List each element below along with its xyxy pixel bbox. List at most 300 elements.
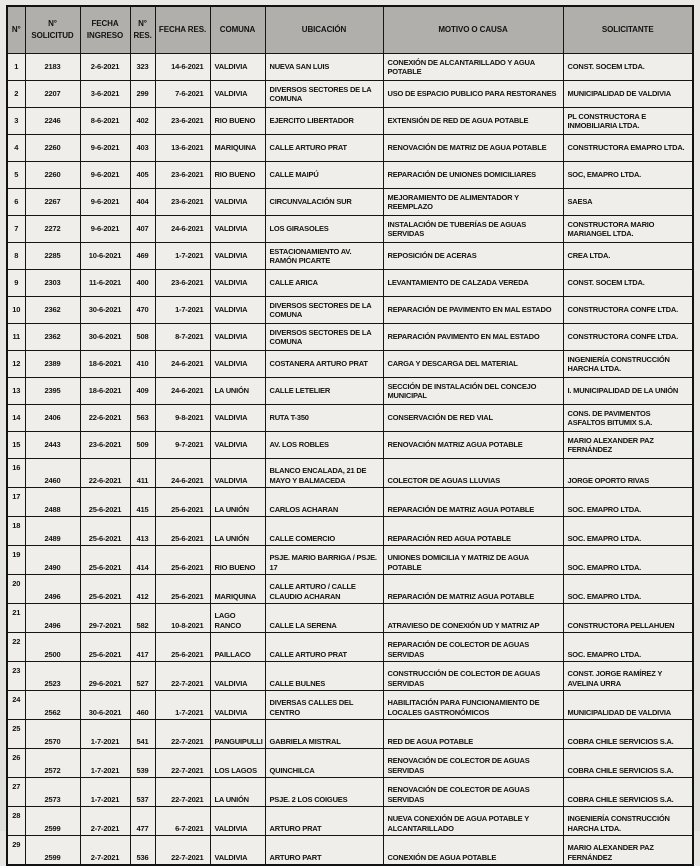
- cell-motivo: UNIONES DOMICILIA Y MATRIZ DE AGUA POTABLE: [383, 546, 563, 575]
- cell-ubicacion: CALLE ARTURO PRAT: [265, 633, 383, 662]
- cell-ubicacion: CALLE ARTURO / CALLE CLAUDIO ACHARAN: [265, 575, 383, 604]
- permits-table: [6, 5, 694, 866]
- cell-comuna: VALDIVIA: [210, 54, 265, 81]
- cell-ubicacion: CALLE ARICA: [265, 270, 383, 297]
- column-header-fecha_res: FECHA RES.: [155, 6, 210, 54]
- cell-num_res: 415: [130, 488, 155, 517]
- table-row: [7, 807, 693, 836]
- cell-motivo: RENOVACIÓN DE COLECTOR DE AGUAS SERVIDAS: [383, 778, 563, 807]
- cell-solicitud: 2285: [25, 243, 80, 270]
- cell-solicitud: 2573: [25, 778, 80, 807]
- cell-solicitante: SOC. EMAPRO LTDA.: [563, 517, 693, 546]
- cell-num_res: 410: [130, 351, 155, 378]
- cell-motivo: CONSERVACIÓN DE RED VIAL: [383, 405, 563, 432]
- cell-solicitante: I. MUNICIPALIDAD DE LA UNIÓN: [563, 378, 693, 405]
- cell-num: 18: [7, 517, 25, 546]
- cell-motivo: REPARACIÓN DE COLECTOR DE AGUAS SERVIDAS: [383, 633, 563, 662]
- cell-comuna: PAILLACO: [210, 633, 265, 662]
- table-row: [7, 405, 693, 432]
- cell-num_res: 536: [130, 836, 155, 866]
- cell-fecha_ingreso: 25-6-2021: [80, 575, 130, 604]
- cell-ubicacion: PSJE. MARIO BARRIGA / PSJE. 17: [265, 546, 383, 575]
- cell-ubicacion: CALLE LA SERENA: [265, 604, 383, 633]
- cell-num_res: 403: [130, 135, 155, 162]
- cell-comuna: VALDIVIA: [210, 432, 265, 459]
- cell-num: 10: [7, 297, 25, 324]
- cell-fecha_res: 7-6-2021: [155, 81, 210, 108]
- cell-fecha_ingreso: 30-6-2021: [80, 691, 130, 720]
- cell-motivo: CARGA Y DESCARGA DEL MATERIAL: [383, 351, 563, 378]
- table-row: [7, 432, 693, 459]
- cell-num: 5: [7, 162, 25, 189]
- table-row: [7, 517, 693, 546]
- cell-solicitud: 2260: [25, 162, 80, 189]
- cell-solicitud: 2303: [25, 270, 80, 297]
- table-row: [7, 54, 693, 81]
- cell-num: 15: [7, 432, 25, 459]
- cell-fecha_res: 25-6-2021: [155, 546, 210, 575]
- cell-num_res: 527: [130, 662, 155, 691]
- table-row: [7, 216, 693, 243]
- cell-comuna: VALDIVIA: [210, 81, 265, 108]
- cell-motivo: NUEVA CONEXIÓN DE AGUA POTABLE Y ALCANTARILLADO: [383, 807, 563, 836]
- cell-fecha_ingreso: 10-6-2021: [80, 243, 130, 270]
- cell-solicitud: 2183: [25, 54, 80, 81]
- cell-num: 26: [7, 749, 25, 778]
- cell-solicitud: 2490: [25, 546, 80, 575]
- cell-solicitante: MARIO ALEXANDER PAZ FERNÁNDEZ: [563, 836, 693, 866]
- cell-comuna: MARIQUINA: [210, 135, 265, 162]
- cell-motivo: CONEXIÓN DE AGUA POTABLE: [383, 836, 563, 866]
- cell-fecha_res: 1-7-2021: [155, 297, 210, 324]
- cell-num_res: 413: [130, 517, 155, 546]
- cell-comuna: VALDIVIA: [210, 324, 265, 351]
- cell-solicitud: 2207: [25, 81, 80, 108]
- cell-solicitante: INGENIERÍA CONSTRUCCIÓN HARCHA LTDA.: [563, 351, 693, 378]
- column-header-motivo: MOTIVO O CAUSA: [383, 6, 563, 54]
- cell-num: 3: [7, 108, 25, 135]
- cell-ubicacion: NUEVA SAN LUIS: [265, 54, 383, 81]
- cell-fecha_res: 25-6-2021: [155, 488, 210, 517]
- cell-comuna: VALDIVIA: [210, 405, 265, 432]
- cell-ubicacion: ARTURO PRAT: [265, 807, 383, 836]
- cell-fecha_ingreso: 3-6-2021: [80, 81, 130, 108]
- cell-comuna: RIO BUENO: [210, 546, 265, 575]
- cell-fecha_res: 13-6-2021: [155, 135, 210, 162]
- cell-motivo: CONEXIÓN DE ALCANTARILLADO Y AGUA POTABLE: [383, 54, 563, 81]
- cell-num_res: 323: [130, 54, 155, 81]
- cell-fecha_ingreso: 1-7-2021: [80, 778, 130, 807]
- cell-ubicacion: BLANCO ENCALADA, 21 DE MAYO Y BALMACEDA: [265, 459, 383, 488]
- cell-num_res: 407: [130, 216, 155, 243]
- cell-solicitante: SOC. EMAPRO LTDA.: [563, 488, 693, 517]
- cell-fecha_res: 22-7-2021: [155, 662, 210, 691]
- cell-fecha_ingreso: 2-6-2021: [80, 54, 130, 81]
- cell-fecha_ingreso: 30-6-2021: [80, 324, 130, 351]
- cell-comuna: VALDIVIA: [210, 243, 265, 270]
- cell-num: 25: [7, 720, 25, 749]
- cell-fecha_ingreso: 9-6-2021: [80, 216, 130, 243]
- cell-ubicacion: CALLE BULNES: [265, 662, 383, 691]
- cell-fecha_ingreso: 2-7-2021: [80, 807, 130, 836]
- cell-ubicacion: PSJE. 2 LOS COIGUES: [265, 778, 383, 807]
- cell-fecha_res: 24-6-2021: [155, 378, 210, 405]
- cell-num: 9: [7, 270, 25, 297]
- cell-solicitud: 2389: [25, 351, 80, 378]
- cell-fecha_res: 1-7-2021: [155, 691, 210, 720]
- cell-ubicacion: RUTA T-350: [265, 405, 383, 432]
- cell-solicitante: CONSTRUCTORA PELLAHUEN: [563, 604, 693, 633]
- cell-ubicacion: DIVERSAS CALLES DEL CENTRO: [265, 691, 383, 720]
- cell-ubicacion: CALLE COMERCIO: [265, 517, 383, 546]
- cell-ubicacion: CALLE MAIPÚ: [265, 162, 383, 189]
- cell-solicitante: MUNICIPALIDAD DE VALDIVIA: [563, 81, 693, 108]
- cell-num: 20: [7, 575, 25, 604]
- cell-solicitante: CONSTRUCTORA EMAPRO LTDA.: [563, 135, 693, 162]
- cell-fecha_res: 8-7-2021: [155, 324, 210, 351]
- cell-num: 1: [7, 54, 25, 81]
- cell-ubicacion: CIRCUNVALACIÓN SUR: [265, 189, 383, 216]
- column-header-comuna: COMUNA: [210, 6, 265, 54]
- cell-ubicacion: CALLE ARTURO PRAT: [265, 135, 383, 162]
- cell-fecha_res: 22-7-2021: [155, 720, 210, 749]
- cell-fecha_res: 25-6-2021: [155, 517, 210, 546]
- table-header: [7, 6, 693, 54]
- cell-fecha_ingreso: 22-6-2021: [80, 459, 130, 488]
- cell-comuna: VALDIVIA: [210, 691, 265, 720]
- cell-motivo: RED DE AGUA POTABLE: [383, 720, 563, 749]
- cell-solicitud: 2496: [25, 575, 80, 604]
- cell-motivo: HABILITACIÓN PARA FUNCIONAMIENTO DE LOCALES GASTRONÓMICOS: [383, 691, 563, 720]
- cell-solicitud: 2489: [25, 517, 80, 546]
- table-row: [7, 488, 693, 517]
- cell-solicitud: 2362: [25, 297, 80, 324]
- cell-num_res: 537: [130, 778, 155, 807]
- cell-solicitante: CONST. JORGE RAMÍREZ Y AVELINA URRA: [563, 662, 693, 691]
- cell-motivo: REPOSICIÓN DE ACERAS: [383, 243, 563, 270]
- table-row: [7, 135, 693, 162]
- cell-num_res: 541: [130, 720, 155, 749]
- cell-motivo: REPARACIÓN DE MATRIZ AGUA POTABLE: [383, 575, 563, 604]
- cell-fecha_res: 23-6-2021: [155, 270, 210, 297]
- cell-num: 21: [7, 604, 25, 633]
- cell-solicitante: COBRA CHILE SERVICIOS S.A.: [563, 720, 693, 749]
- cell-num_res: 417: [130, 633, 155, 662]
- cell-motivo: LEVANTAMIENTO DE CALZADA VEREDA: [383, 270, 563, 297]
- table-row: [7, 778, 693, 807]
- cell-motivo: SECCIÓN DE INSTALACIÓN DEL CONCEJO MUNICIPAL: [383, 378, 563, 405]
- cell-solicitud: 2523: [25, 662, 80, 691]
- cell-fecha_res: 24-6-2021: [155, 459, 210, 488]
- cell-solicitante: CONSTRUCTORA CONFE LTDA.: [563, 324, 693, 351]
- cell-fecha_ingreso: 25-6-2021: [80, 488, 130, 517]
- cell-fecha_ingreso: 25-6-2021: [80, 517, 130, 546]
- cell-fecha_ingreso: 18-6-2021: [80, 378, 130, 405]
- table-row: [7, 604, 693, 633]
- cell-solicitud: 2496: [25, 604, 80, 633]
- cell-num_res: 582: [130, 604, 155, 633]
- cell-motivo: REPARACIÓN DE PAVIMENTO EN MAL ESTADO: [383, 297, 563, 324]
- cell-fecha_ingreso: 1-7-2021: [80, 749, 130, 778]
- cell-solicitud: 2362: [25, 324, 80, 351]
- column-header-fecha_ingreso: FECHA INGRESO: [80, 6, 130, 54]
- table-row: [7, 378, 693, 405]
- cell-solicitud: 2267: [25, 189, 80, 216]
- cell-motivo: USO DE ESPACIO PUBLICO PARA RESTORANES: [383, 81, 563, 108]
- cell-fecha_ingreso: 8-6-2021: [80, 108, 130, 135]
- cell-comuna: MARIQUINA: [210, 575, 265, 604]
- cell-ubicacion: CARLOS ACHARAN: [265, 488, 383, 517]
- cell-comuna: VALDIVIA: [210, 662, 265, 691]
- cell-solicitante: PL CONSTRUCTORA E INMOBILIARIA LTDA.: [563, 108, 693, 135]
- table-row: [7, 720, 693, 749]
- cell-comuna: LA UNIÓN: [210, 778, 265, 807]
- cell-num: 16: [7, 459, 25, 488]
- cell-num_res: 470: [130, 297, 155, 324]
- table-row: [7, 633, 693, 662]
- cell-fecha_ingreso: 25-6-2021: [80, 546, 130, 575]
- cell-motivo: MEJORAMIENTO DE ALIMENTADOR Y REEMPLAZO: [383, 189, 563, 216]
- cell-num: 6: [7, 189, 25, 216]
- cell-comuna: LA UNIÓN: [210, 378, 265, 405]
- cell-comuna: VALDIVIA: [210, 836, 265, 866]
- cell-ubicacion: DIVERSOS SECTORES DE LA COMUNA: [265, 297, 383, 324]
- column-header-num_res: N° RES.: [130, 6, 155, 54]
- cell-solicitud: 2572: [25, 749, 80, 778]
- cell-fecha_ingreso: 23-6-2021: [80, 432, 130, 459]
- cell-comuna: RIO BUENO: [210, 162, 265, 189]
- cell-comuna: VALDIVIA: [210, 216, 265, 243]
- cell-num_res: 400: [130, 270, 155, 297]
- cell-fecha_ingreso: 9-6-2021: [80, 162, 130, 189]
- cell-solicitud: 2272: [25, 216, 80, 243]
- cell-fecha_res: 1-7-2021: [155, 243, 210, 270]
- cell-num: 4: [7, 135, 25, 162]
- cell-fecha_res: 23-6-2021: [155, 162, 210, 189]
- cell-num: 13: [7, 378, 25, 405]
- cell-num_res: 563: [130, 405, 155, 432]
- cell-num_res: 405: [130, 162, 155, 189]
- cell-fecha_res: 6-7-2021: [155, 807, 210, 836]
- cell-num: 7: [7, 216, 25, 243]
- cell-ubicacion: EJERCITO LIBERTADOR: [265, 108, 383, 135]
- cell-comuna: VALDIVIA: [210, 270, 265, 297]
- table-row: [7, 749, 693, 778]
- cell-fecha_res: 14-6-2021: [155, 54, 210, 81]
- cell-solicitante: CREA LTDA.: [563, 243, 693, 270]
- cell-comuna: LA UNIÓN: [210, 488, 265, 517]
- cell-num_res: 477: [130, 807, 155, 836]
- cell-motivo: COLECTOR DE AGUAS LLUVIAS: [383, 459, 563, 488]
- cell-solicitante: CONS. DE PAVIMENTOS ASFALTOS BITUMIX S.A.: [563, 405, 693, 432]
- cell-solicitud: 2500: [25, 633, 80, 662]
- column-header-solicitud: N° SOLICITUD: [25, 6, 80, 54]
- cell-fecha_ingreso: 18-6-2021: [80, 351, 130, 378]
- cell-fecha_res: 22-7-2021: [155, 778, 210, 807]
- cell-solicitante: MUNICIPALIDAD DE VALDIVIA: [563, 691, 693, 720]
- cell-solicitante: CONST. SOCEM LTDA.: [563, 54, 693, 81]
- cell-num_res: 460: [130, 691, 155, 720]
- table-row: [7, 324, 693, 351]
- cell-solicitante: COBRA CHILE SERVICIOS S.A.: [563, 778, 693, 807]
- cell-fecha_ingreso: 29-7-2021: [80, 604, 130, 633]
- cell-num_res: 411: [130, 459, 155, 488]
- cell-ubicacion: AV. LOS ROBLES: [265, 432, 383, 459]
- cell-num_res: 402: [130, 108, 155, 135]
- cell-solicitante: CONSTRUCTORA CONFE LTDA.: [563, 297, 693, 324]
- table-row: [7, 575, 693, 604]
- cell-num: 27: [7, 778, 25, 807]
- cell-ubicacion: CALLE LETELIER: [265, 378, 383, 405]
- cell-solicitante: SOC. EMAPRO LTDA.: [563, 633, 693, 662]
- cell-num_res: 539: [130, 749, 155, 778]
- table-row: [7, 162, 693, 189]
- cell-ubicacion: DIVERSOS SECTORES DE LA COMUNA: [265, 81, 383, 108]
- cell-solicitante: COBRA CHILE SERVICIOS S.A.: [563, 749, 693, 778]
- cell-motivo: INSTALACIÓN DE TUBERÍAS DE AGUAS SERVIDAS: [383, 216, 563, 243]
- cell-num_res: 412: [130, 575, 155, 604]
- table-row: [7, 836, 693, 866]
- cell-comuna: RIO BUENO: [210, 108, 265, 135]
- cell-fecha_res: 9-8-2021: [155, 405, 210, 432]
- table-row: [7, 270, 693, 297]
- cell-solicitante: SOC. EMAPRO LTDA.: [563, 546, 693, 575]
- cell-solicitante: CONSTRUCTORA MARIO MARIANGEL LTDA.: [563, 216, 693, 243]
- cell-fecha_res: 25-6-2021: [155, 575, 210, 604]
- cell-num_res: 299: [130, 81, 155, 108]
- column-header-solicitante: SOLICITANTE: [563, 6, 693, 54]
- cell-solicitud: 2443: [25, 432, 80, 459]
- cell-num: 23: [7, 662, 25, 691]
- cell-solicitante: INGENIERÍA CONSTRUCCIÓN HARCHA LTDA.: [563, 807, 693, 836]
- cell-ubicacion: COSTANERA ARTURO PRAT: [265, 351, 383, 378]
- cell-motivo: REPARACIÓN DE UNIONES DOMICILIARES: [383, 162, 563, 189]
- cell-num: 11: [7, 324, 25, 351]
- cell-ubicacion: GABRIELA MISTRAL: [265, 720, 383, 749]
- cell-fecha_res: 10-8-2021: [155, 604, 210, 633]
- cell-num_res: 404: [130, 189, 155, 216]
- cell-motivo: EXTENSIÓN DE RED DE AGUA POTABLE: [383, 108, 563, 135]
- table-row: [7, 351, 693, 378]
- table-row: [7, 691, 693, 720]
- table-row: [7, 459, 693, 488]
- cell-comuna: LAGO RANCO: [210, 604, 265, 633]
- table-row: [7, 189, 693, 216]
- cell-fecha_res: 23-6-2021: [155, 189, 210, 216]
- table-row: [7, 546, 693, 575]
- cell-solicitud: 2599: [25, 807, 80, 836]
- cell-fecha_res: 25-6-2021: [155, 633, 210, 662]
- column-header-ubicacion: UBICACIÓN: [265, 6, 383, 54]
- cell-solicitud: 2562: [25, 691, 80, 720]
- cell-num: 24: [7, 691, 25, 720]
- cell-num: 22: [7, 633, 25, 662]
- cell-num: 19: [7, 546, 25, 575]
- cell-motivo: ATRAVIESO DE CONEXIÓN UD Y MATRIZ AP: [383, 604, 563, 633]
- cell-fecha_ingreso: 1-7-2021: [80, 720, 130, 749]
- cell-num_res: 508: [130, 324, 155, 351]
- cell-comuna: LOS LAGOS: [210, 749, 265, 778]
- cell-num: 17: [7, 488, 25, 517]
- cell-comuna: LA UNIÓN: [210, 517, 265, 546]
- cell-ubicacion: ESTACIONAMIENTO AV. RAMÓN PICARTE: [265, 243, 383, 270]
- cell-solicitud: 2488: [25, 488, 80, 517]
- cell-motivo: RENOVACIÓN MATRIZ AGUA POTABLE: [383, 432, 563, 459]
- header-row: [7, 6, 693, 54]
- table-row: [7, 243, 693, 270]
- cell-num: 12: [7, 351, 25, 378]
- cell-solicitante: JORGE OPORTO RIVAS: [563, 459, 693, 488]
- cell-comuna: VALDIVIA: [210, 351, 265, 378]
- cell-comuna: PANGUIPULLI: [210, 720, 265, 749]
- cell-solicitud: 2406: [25, 405, 80, 432]
- cell-motivo: RENOVACIÓN DE COLECTOR DE AGUAS SERVIDAS: [383, 749, 563, 778]
- cell-motivo: REPARACIÓN DE MATRIZ AGUA POTABLE: [383, 488, 563, 517]
- cell-fecha_res: 24-6-2021: [155, 351, 210, 378]
- cell-motivo: REPARACIÓN RED AGUA POTABLE: [383, 517, 563, 546]
- cell-fecha_ingreso: 2-7-2021: [80, 836, 130, 866]
- cell-ubicacion: DIVERSOS SECTORES DE LA COMUNA: [265, 324, 383, 351]
- cell-solicitud: 2395: [25, 378, 80, 405]
- cell-fecha_ingreso: 22-6-2021: [80, 405, 130, 432]
- cell-solicitante: SOC, EMAPRO LTDA.: [563, 162, 693, 189]
- cell-num_res: 414: [130, 546, 155, 575]
- cell-fecha_ingreso: 9-6-2021: [80, 189, 130, 216]
- cell-fecha_res: 24-6-2021: [155, 216, 210, 243]
- cell-fecha_ingreso: 29-6-2021: [80, 662, 130, 691]
- table-row: [7, 81, 693, 108]
- cell-num: 2: [7, 81, 25, 108]
- cell-solicitante: MARIO ALEXANDER PAZ FERNÁNDEZ: [563, 432, 693, 459]
- cell-solicitud: 2570: [25, 720, 80, 749]
- cell-solicitud: 2260: [25, 135, 80, 162]
- table-row: [7, 297, 693, 324]
- table-row: [7, 662, 693, 691]
- cell-motivo: RENOVACIÓN DE MATRIZ DE AGUA POTABLE: [383, 135, 563, 162]
- cell-ubicacion: LOS GIRASOLES: [265, 216, 383, 243]
- cell-solicitante: SOC. EMAPRO LTDA.: [563, 575, 693, 604]
- cell-fecha_ingreso: 11-6-2021: [80, 270, 130, 297]
- cell-comuna: VALDIVIA: [210, 189, 265, 216]
- cell-ubicacion: QUINCHILCA: [265, 749, 383, 778]
- cell-fecha_ingreso: 25-6-2021: [80, 633, 130, 662]
- cell-solicitante: SAESA: [563, 189, 693, 216]
- cell-fecha_ingreso: 30-6-2021: [80, 297, 130, 324]
- cell-solicitud: 2599: [25, 836, 80, 866]
- column-header-num: N°: [7, 6, 25, 54]
- cell-fecha_ingreso: 9-6-2021: [80, 135, 130, 162]
- cell-num: 29: [7, 836, 25, 866]
- cell-solicitante: CONST. SOCEM LTDA.: [563, 270, 693, 297]
- cell-fecha_res: 22-7-2021: [155, 836, 210, 866]
- cell-num_res: 409: [130, 378, 155, 405]
- cell-fecha_res: 23-6-2021: [155, 108, 210, 135]
- cell-comuna: VALDIVIA: [210, 459, 265, 488]
- cell-fecha_res: 22-7-2021: [155, 749, 210, 778]
- cell-comuna: VALDIVIA: [210, 297, 265, 324]
- cell-num: 8: [7, 243, 25, 270]
- cell-solicitud: 2246: [25, 108, 80, 135]
- cell-solicitud: 2460: [25, 459, 80, 488]
- cell-motivo: REPARACIÓN PAVIMENTO EN MAL ESTADO: [383, 324, 563, 351]
- cell-comuna: VALDIVIA: [210, 807, 265, 836]
- table-row: [7, 108, 693, 135]
- cell-num: 28: [7, 807, 25, 836]
- cell-num_res: 509: [130, 432, 155, 459]
- cell-num_res: 469: [130, 243, 155, 270]
- cell-motivo: CONSTRUCCIÓN DE COLECTOR DE AGUAS SERVIDAS: [383, 662, 563, 691]
- cell-num: 14: [7, 405, 25, 432]
